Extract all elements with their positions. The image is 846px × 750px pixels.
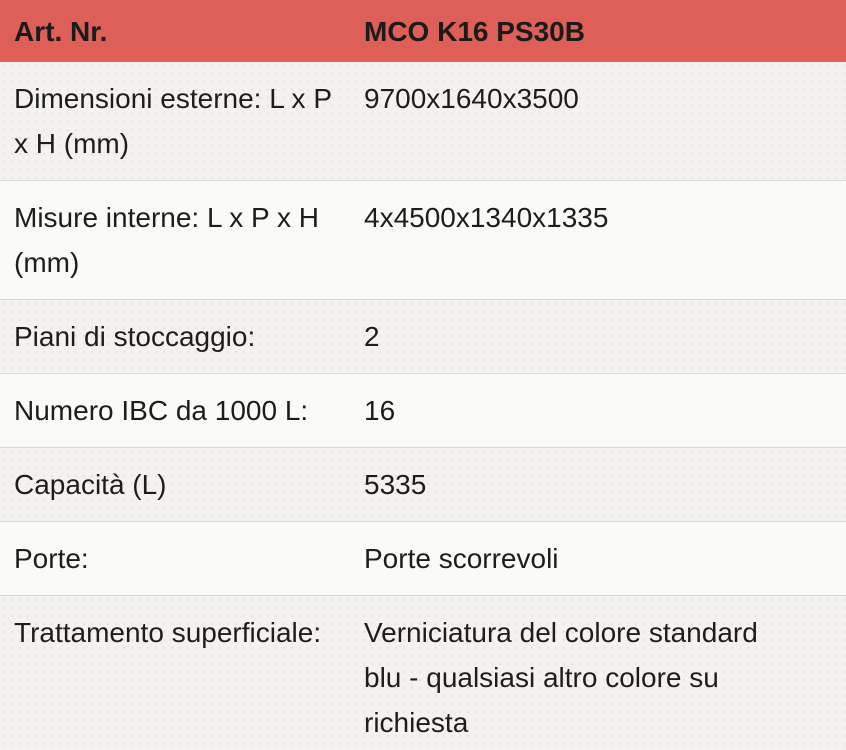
spec-label: Capacità (L) <box>14 469 167 500</box>
spec-label: Trattamento superficiale: <box>14 617 322 648</box>
spec-value: 4x4500x1340x1335 <box>364 202 609 233</box>
table-header-row <box>0 0 846 62</box>
spec-label-cell <box>0 536 364 581</box>
spec-label: Misure interne: L x P x H (mm) <box>14 202 320 278</box>
spec-label-cell <box>0 314 364 359</box>
spec-value-cell <box>364 76 846 121</box>
table-row <box>0 595 846 750</box>
spec-value: 5335 <box>364 469 427 500</box>
header-label-text: Art. Nr. <box>14 16 108 47</box>
spec-label-cell <box>0 195 364 285</box>
table-row <box>0 299 846 373</box>
spec-value-cell <box>364 195 846 240</box>
spec-value-cell <box>364 388 846 433</box>
table-body <box>0 62 846 750</box>
spec-value: 9700x1640x3500 <box>364 83 579 114</box>
spec-label: Porte: <box>14 543 89 574</box>
spec-label: Numero IBC da 1000 L: <box>14 395 309 426</box>
header-label-cell <box>0 9 364 54</box>
spec-value-cell <box>364 610 846 745</box>
spec-value-cell <box>364 462 846 507</box>
spec-label: Dimensioni esterne: L x P x H (mm) <box>14 83 332 159</box>
spec-label-cell <box>0 76 364 166</box>
table-row <box>0 447 846 521</box>
spec-value-cell <box>364 314 846 359</box>
spec-label-cell <box>0 462 364 507</box>
spec-label: Piani di stoccaggio: <box>14 321 256 352</box>
table-row <box>0 62 846 180</box>
header-value-text: MCO K16 PS30B <box>364 16 585 47</box>
table-row <box>0 521 846 595</box>
header-value-cell <box>364 9 846 54</box>
spec-label-cell <box>0 610 364 655</box>
spec-label-cell <box>0 388 364 433</box>
spec-value: 16 <box>364 395 396 426</box>
spec-value: 2 <box>364 321 380 352</box>
spec-value: Porte scorrevoli <box>364 543 559 574</box>
spec-value-cell <box>364 536 846 581</box>
table-row <box>0 373 846 447</box>
spec-value: Verniciatura del colore standard blu - qualsiasi altro colore su richiesta <box>364 617 758 738</box>
table-row <box>0 180 846 299</box>
